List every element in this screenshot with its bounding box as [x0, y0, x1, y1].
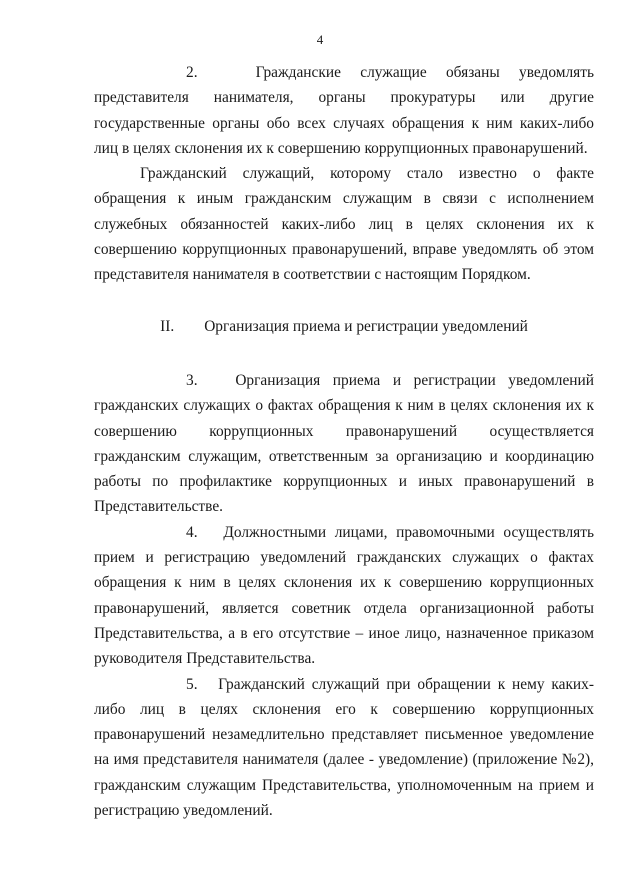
paragraph-text: Гражданский служащий при обращении к нему каких-либо лиц в целях склонения его к совершению коррупционных правонарушений незамедлительно представляет письменное уведомление на имя представителя нанимателя (далее - уведомление) (приложение №2), гражданским служащим Представительства, уполномоченным на прием и регистрацию уведомлений.	[94, 675, 594, 820]
section-number: II.	[160, 317, 175, 335]
paragraph-text: Должностными лицами, правомочными осуществлять прием и регистрацию уведомлений гражданских служащих о фактах обращения к ним в целях склонения их к совершению коррупционных правонарушений, является советник отдела организационной работы Представительства, а в его отсутствие – иное лицо, назначенное приказом руководителя Представительства.	[94, 523, 594, 668]
paragraph-3	[94, 368, 594, 520]
paragraph-2-continued	[94, 161, 594, 287]
paragraph-text: Гражданский служащий, которому стало известно о факте обращения к иным гражданским служащим в связи с исполнением служебных обязанностей каких-либо лиц в целях склонения их к совершению коррупционных правонарушений, вправе уведомлять об этом представителя нанимателя в соответствии с настоящим Порядком.	[94, 165, 594, 284]
paragraph-2	[94, 60, 594, 161]
paragraph-text: Организация приема и регистрации уведомлений гражданских служащих о фактах обращения к ним в целях склонения их к совершению коррупционных правонарушений осуществляется гражданским служащим, ответственным за организацию и координацию работы по профилактике коррупционных и иных правонарушений в Представительстве.	[94, 371, 594, 516]
section-title: Организация приема и регистрации уведомлений	[204, 317, 528, 335]
paragraph-number: 5.	[186, 675, 198, 693]
paragraph-number: 2.	[186, 64, 198, 81]
paragraph-5	[94, 672, 594, 824]
document-body	[94, 60, 594, 823]
paragraph-4	[94, 520, 594, 672]
section-heading	[94, 288, 594, 368]
paragraph-number: 3.	[186, 371, 198, 389]
paragraph-number: 4.	[186, 523, 198, 541]
page-number: 4	[316, 32, 324, 47]
paragraph-text: Гражданские служащие обязаны уведомлять представителя нанимателя, органы прокуратуры или другие государственные органы обо всех случаях обращения к ним каких-либо лиц в целях склонения их к совершению коррупционных правонарушений.	[94, 64, 595, 157]
